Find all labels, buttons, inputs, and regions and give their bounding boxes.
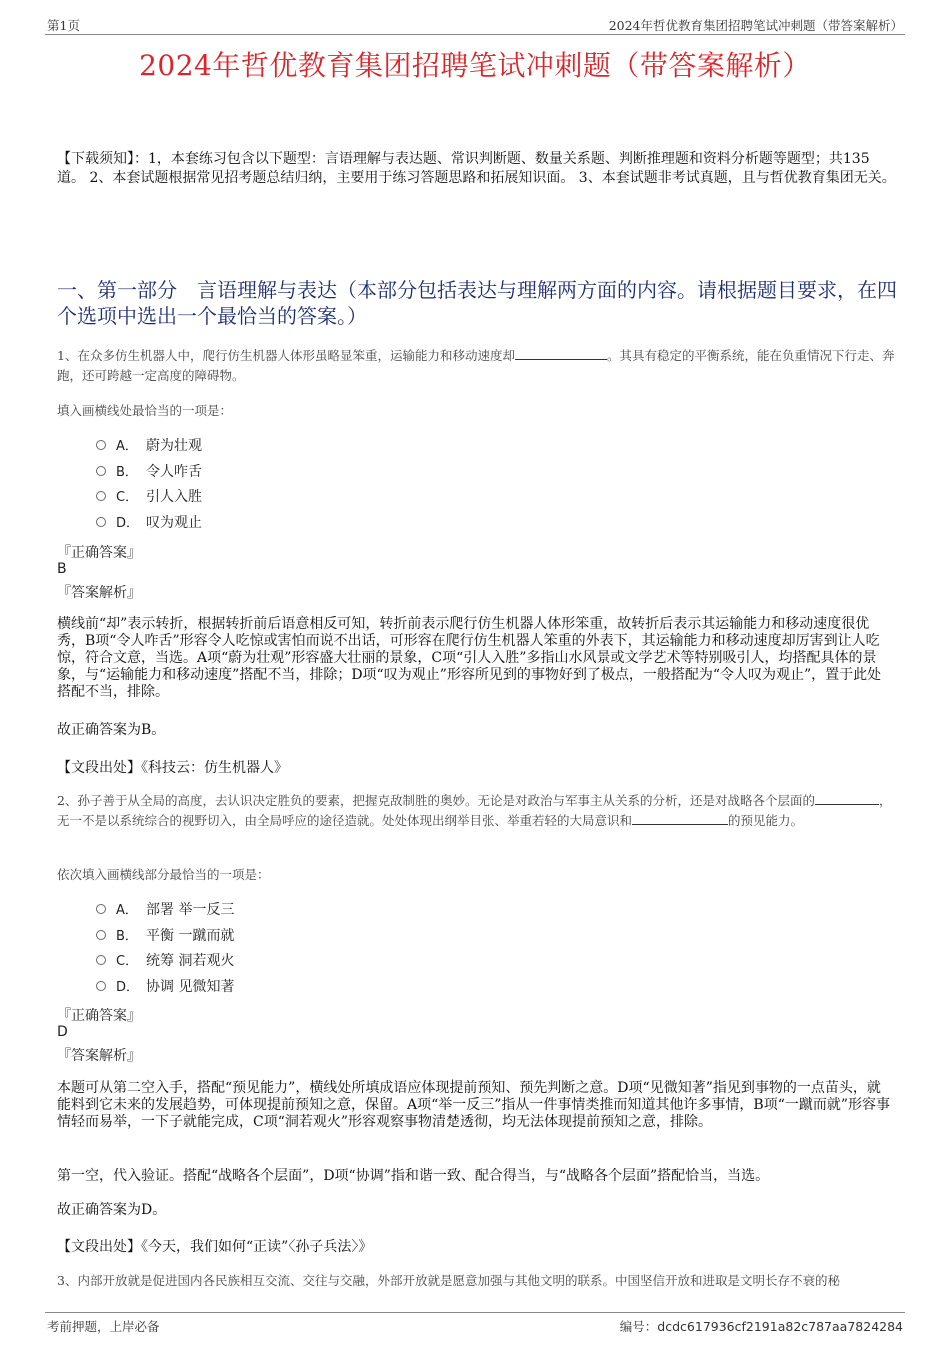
q2-analysis-2: 第一空，代入验证。搭配“战略各个层面”，D项“协调”指和谐一致、配合得当，与“战略各个层面”搭配恰当，当选。 [57, 1168, 770, 1184]
answer-blank [815, 791, 879, 805]
radio-icon[interactable] [96, 955, 106, 965]
q2-analysis: 本题可从第二空入手，搭配“预见能力”，横线处所填成语应体现提前预知、预先判断之意。D项“见微知著”指见到事物的一点苗头，就能料到它未来的发展趋势，可体现提前预知之意，保留。A项“举一反三”指从一件事情类推而知道其他许多事情，B项“一蹴而就”形容事情轻而易举，一下子就能完成，C项“洞若观火”形容观察事物清楚透彻，均无法体现提前预知之意，排除。 [57, 1080, 891, 1130]
q2-answer: D [57, 1024, 68, 1040]
q2-conclusion: 故正确答案为D。 [57, 1202, 167, 1218]
answer-blank [632, 811, 728, 825]
q2-option-a[interactable]: A． 部署 举一反三 [96, 900, 234, 920]
question-1-stem: 1、在众多仿生机器人中，爬行仿生机器人体形虽略显笨重，运输能力和移动速度却 。其具有稳定的平衡系统，能在负重情况下行走、奔跑，还可跨越一定高度的障碍物。 [57, 348, 895, 383]
answer-blank [515, 346, 607, 360]
q1-option-d[interactable]: D． 叹为观止 [96, 513, 202, 533]
q2-source: 【文段出处】《今天，我们如何“正读”〈孙子兵法〉》 [57, 1239, 373, 1255]
q1-analysis: 横线前“却”表示转折，根据转折前后语意相反可知，转折前表示爬行仿生机器人体形笨重，故转折后表示其运输能力和移动速度很优秀，B项“令人咋舌”形容令人吃惊或害怕而说不出话，可形容在爬行仿生机器人笨重的外表下，其运输能力和移动速度却厉害到让人吃惊，符合文意，当选。A项“蔚为壮观”形容盛大壮丽的景象，C项“引人入胜”多指山水风景或文学艺术等特别吸引人，均搭配具体的景象，与“运输能力和移动速度”搭配不当，排除；D项“叹为观止”形容所见到的事物好到了极点，一般搭配为“令人叹为观止”，置于此处搭配不当，排除。 [57, 616, 882, 700]
question-3-stem: 3、内部开放就是促进国内各民族相互交流、交往与交融，外部开放就是愿意加强与其他文明的联系。中国坚信开放和进取是文明长存不衰的秘 [57, 1273, 840, 1288]
q1-option-a[interactable]: A． 蔚为壮观 [96, 436, 202, 456]
footer-slogan: 考前押题，上岸必备 [47, 1319, 160, 1334]
download-notice: 【下载须知】：1，本套练习包含以下题型：言语理解与表达题、常识判断题、数量关系题、判断推理题和资料分析题等题型；共135道。 2、本套试题根据常见招考题总结归纳，主要用于练习答题思路和拓展知识面。 3、本套试题非考试真题，且与哲优教育集团无关。 [57, 151, 896, 186]
footer-code: 编号：dcdc617936cf2191a82c787aa7824284 [619, 1319, 903, 1334]
q2-option-d[interactable]: D． 协调 见微知著 [96, 977, 234, 997]
question-2-stem: 2、孙子善于从全局的高度，去认识决定胜负的要素，把握克敌制胜的奥妙。无论是对政治与军事主从关系的分析，还是对战略各个层面的 ，无一不是以系统综合的视野切入，由全局呼应的途径造就。处处体现出纲举目张、举重若轻的大局意识和 的预见能力。 [57, 793, 892, 828]
q2-analysis-label: 『答案解析』 [57, 1048, 141, 1064]
q1-answer-label: 『正确答案』 [57, 545, 141, 561]
radio-icon[interactable] [96, 466, 106, 476]
q2-option-b[interactable]: B． 平衡 一蹴而就 [96, 926, 234, 946]
q1-answer: B [57, 561, 67, 577]
page-footer [45, 1312, 905, 1333]
radio-icon[interactable] [96, 904, 106, 914]
radio-icon[interactable] [96, 930, 106, 940]
q1-option-b[interactable]: B． 令人咋舌 [96, 462, 202, 482]
document-title: 2024年哲优教育集团招聘笔试冲刺题（带答案解析） [139, 49, 811, 82]
question-1-prompt: 填入画横线处最恰当的一项是： [57, 403, 233, 418]
q1-option-c[interactable]: C． 引人入胜 [96, 487, 202, 507]
q1-source: 【文段出处】《科技云：仿生机器人》 [57, 760, 288, 776]
radio-icon[interactable] [96, 440, 106, 450]
page-header [45, 14, 905, 35]
section-heading: 一、第一部分 言语理解与表达（本部分包括表达与理解两方面的内容。请根据题目要求，在四个选项中选出一个最恰当的答案。） [57, 278, 897, 328]
q2-answer-label: 『正确答案』 [57, 1008, 141, 1024]
radio-icon[interactable] [96, 981, 106, 991]
question-2-prompt: 依次填入画横线部分最恰当的一项是： [57, 867, 270, 882]
radio-icon[interactable] [96, 491, 106, 501]
radio-icon[interactable] [96, 517, 106, 527]
q1-analysis-label: 『答案解析』 [57, 585, 141, 601]
page-number: 第1页 [47, 18, 80, 33]
q1-conclusion: 故正确答案为B。 [57, 722, 166, 738]
header-doc-title: 2024年哲优教育集团招聘笔试冲刺题（带答案解析） [608, 18, 903, 33]
q2-option-c[interactable]: C． 统筹 洞若观火 [96, 951, 234, 971]
